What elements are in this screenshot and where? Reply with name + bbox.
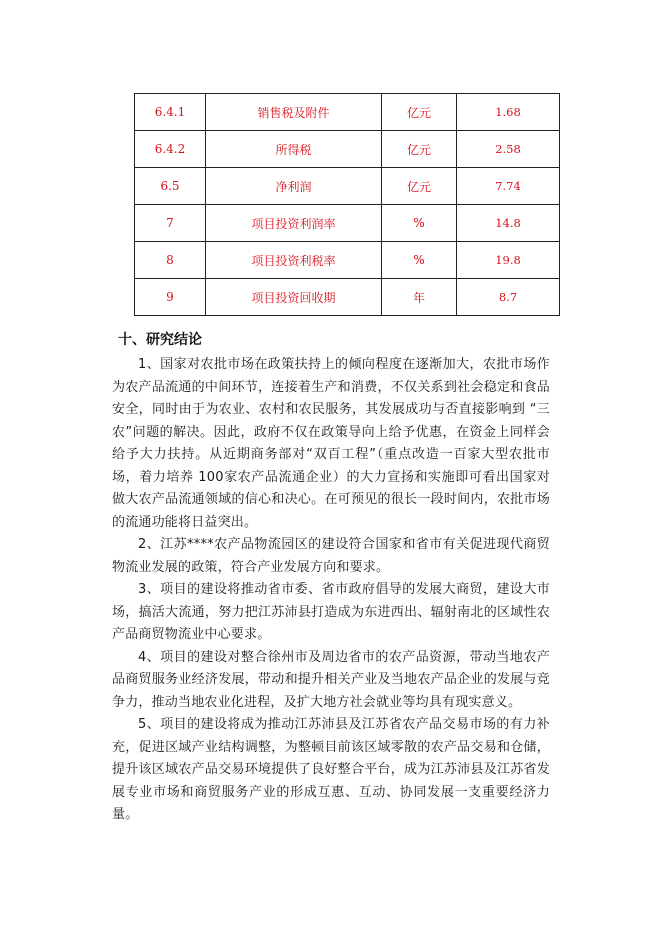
table-row — [135, 242, 560, 279]
value-cell: 19.8 — [457, 242, 560, 279]
item-name-cell: 净利润 — [206, 168, 382, 205]
table-row — [135, 131, 560, 168]
row-number-cell: 9 — [135, 279, 206, 316]
section-heading: 十、研究结论 — [118, 332, 202, 348]
item-name-cell: 销售税及附件 — [206, 94, 382, 131]
table-row — [135, 205, 560, 242]
unit-cell: 亿元 — [382, 94, 457, 131]
paragraph: 2、江苏****农产品物流园区的建设符合国家和省市有关促进现代商贸物流业发展的政策，符合产业发展方向和要求。 — [112, 537, 550, 575]
value-cell: 2.58 — [457, 131, 560, 168]
item-name-cell: 项目投资回收期 — [206, 279, 382, 316]
value-cell: 14.8 — [457, 205, 560, 242]
item-name-cell: 项目投资利润率 — [206, 205, 382, 242]
unit-cell: 亿元 — [382, 168, 457, 205]
table-row — [135, 168, 560, 205]
value-cell: 1.68 — [457, 94, 560, 131]
paragraph: 5、项目的建设将成为推动江苏沛县及江苏省农产品交易市场的有力补充，促进区域产业结构调整，为整顿目前该区域零散的农产品交易和仓储，提升该区域农产品交易环境提供了良好整合平台，成为江苏沛县及江苏省发展专业市场和商贸服务产业的形成互惠、互动、协同发展一支重要经济力量。 — [112, 717, 550, 822]
row-number-cell: 6.4.1 — [135, 94, 206, 131]
paragraph: 1、国家对农批市场在政策扶持上的倾向程度在逐渐加大，农批市场作为农产品流通的中间环节，连接着生产和消费，不仅关系到社会稳定和食品安全，同时由于为农业、农村和农民服务，其发展成功与否直接影响到 “三农”问题的解决。因此，政府不仅在政策导向上给予优惠，在资金上同样会给予大力扶持。从近期商务部对“双百工程”（重点改造一百家大型农批市场，着力培养 100家农产品流通企业）的大力宣扬和实施即可看出国家对做大农产品流通领域的信心和决心。在可预见的很长一段时间内，农批市场的流通功能将日益突出。 — [112, 357, 550, 530]
value-cell: 7.74 — [457, 168, 560, 205]
unit-cell: % — [382, 205, 457, 242]
table-row — [135, 94, 560, 131]
item-name-cell: 所得税 — [206, 131, 382, 168]
table-row — [135, 279, 560, 316]
unit-cell: 年 — [382, 279, 457, 316]
row-number-cell: 8 — [135, 242, 206, 279]
paragraph: 3、项目的建设将推动省市委、省市政府倡导的发展大商贸，建设大市场，搞活大流通，努力把江苏沛县打造成为东进西出、辐射南北的区域性农产品商贸物流业中心要求。 — [112, 582, 550, 642]
financial-indicators-table — [134, 93, 560, 316]
financial-table-container — [134, 93, 560, 316]
unit-cell: 亿元 — [382, 131, 457, 168]
value-cell: 8.7 — [457, 279, 560, 316]
unit-cell: % — [382, 242, 457, 279]
row-number-cell: 6.5 — [135, 168, 206, 205]
row-number-cell: 6.4.2 — [135, 131, 206, 168]
row-number-cell: 7 — [135, 205, 206, 242]
paragraph: 4、项目的建设对整合徐州市及周边省市的农产品资源，带动当地农产品商贸服务业经济发展，带动和提升相关产业及当地农产品企业的发展与竞争力，推动当地农业化进程，及扩大地方社会就业等均具有现实意义。 — [112, 649, 550, 710]
conclusion-body — [112, 354, 550, 827]
item-name-cell: 项目投资利税率 — [206, 242, 382, 279]
